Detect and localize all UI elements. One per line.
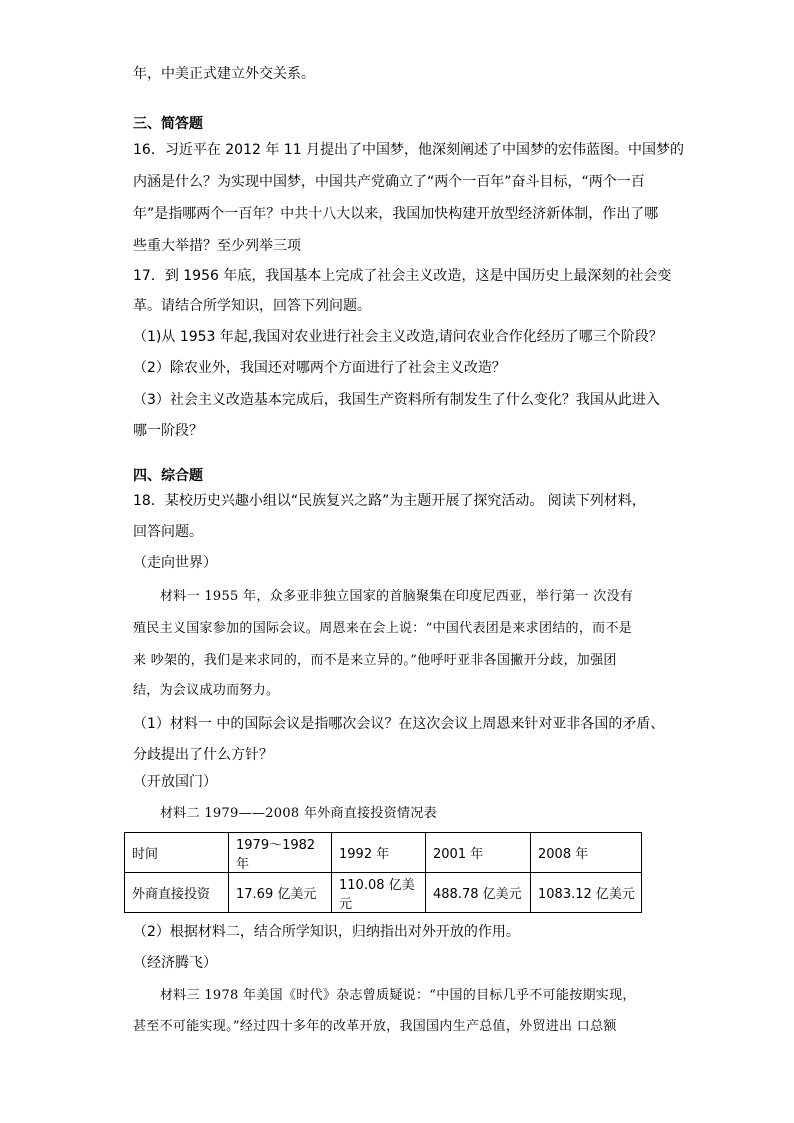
material-3-line: 甚至不可能实现。”经过四十多年的改革开放，我国国内生产总值，外贸进出 口总额	[133, 1019, 617, 1034]
material-1-line: 材料一 1955 年，众多亚非独立国家的首脑聚集在印度尼西亚，举行第一 次没有	[160, 589, 634, 604]
table-row	[125, 873, 642, 913]
question-18-1: （1）材料一 中的国际会议是指哪次会议？在这次会议上周恩来针对亚非各国的矛盾、	[133, 716, 665, 732]
question-17-subquestion: （2）除农业外，我国还对哪两个方面进行了社会主义改造？	[133, 360, 506, 376]
part-title: （走向世界）	[133, 555, 217, 571]
section-heading: 三、简答题	[133, 116, 203, 132]
table-cell: 2008 年	[531, 833, 642, 873]
table-cell: 外商直接投资	[125, 873, 229, 913]
text-line: 年，中美正式建立外交关系。	[133, 66, 315, 82]
question-18-intro: 回答问题。	[133, 524, 203, 540]
question-17-line: 17．到 1956 年底，我国基本上完成了社会主义改造，这是中国历史上最深刻的社会变	[133, 268, 672, 284]
table-cell: 时间	[125, 833, 229, 873]
table-cell: 488.78 亿美元	[426, 873, 531, 913]
question-18-1: 分歧提出了什么方针？	[133, 747, 273, 763]
material-1-line: 结，为会议成功而努力。	[133, 683, 280, 698]
table-cell: 1979～1982 年	[229, 833, 332, 873]
question-16-line: 些重大举措？至少列举三项	[133, 238, 301, 254]
question-17-subquestion: 哪一阶段？	[133, 423, 203, 439]
question-17-line: 革。请结合所学知识，回答下列问题。	[133, 298, 371, 314]
question-16-line: 年”是指哪两个一百年？中共十八大以来，我国加快构建开放型经济新体制，作出了哪	[133, 206, 659, 222]
material-1-line: 殖民主义国家参加的国际会议。周恩来在会上说：“中国代表团是来求团结的，而不是	[133, 621, 633, 636]
table-cell: 1992 年	[332, 833, 426, 873]
table-cell: 2001 年	[426, 833, 531, 873]
question-18-2: （2）根据材料二，结合所学知识，归纳指出对外开放的作用。	[133, 924, 520, 940]
question-16-line: 内涵是什么？为实现中国梦，中国共产党确立了“两个一百年”奋斗目标，“两个一百	[133, 174, 645, 190]
material-1-line: 来 吵架的，我们是来求同的，而不是来立异的。”他呼吁亚非各国撇开分歧，加强团	[133, 653, 617, 668]
material-2-caption: 材料二 1979——2008 年外商直接投资情况表	[160, 806, 437, 821]
part-title: （经济腾飞）	[133, 955, 217, 971]
table-header-row	[125, 833, 642, 873]
part-title: （开放国门）	[133, 774, 217, 790]
question-17-subquestion: （3）社会主义改造基本完成后，我国生产资料所有制发生了什么变化？我国从此进入	[133, 392, 660, 408]
table-cell: 1083.12 亿美元	[531, 873, 642, 913]
table-cell: 17.69 亿美元	[229, 873, 332, 913]
question-17-subquestion: （1)从 1953 年起,我国对农业进行社会主义改造,请问农业合作化经历了哪三个阶段？	[133, 329, 663, 345]
question-18-intro: 18．某校历史兴趣小组以“民族复兴之路”为主题开展了探究活动。 阅读下列材料，	[133, 493, 646, 509]
investment-table	[124, 832, 642, 913]
table-cell: 110.08 亿美元	[332, 873, 426, 913]
material-3-line: 材料三 1978 年美国《时代》杂志曾质疑说：“中国的目标几乎不可能按期实现，	[160, 988, 636, 1003]
question-16-line: 16．习近平在 2012 年 11 月提出了中国梦，他深刻阐述了中国梦的宏伟蓝图。中国梦的	[133, 142, 685, 158]
section-heading: 四、综合题	[133, 468, 203, 484]
